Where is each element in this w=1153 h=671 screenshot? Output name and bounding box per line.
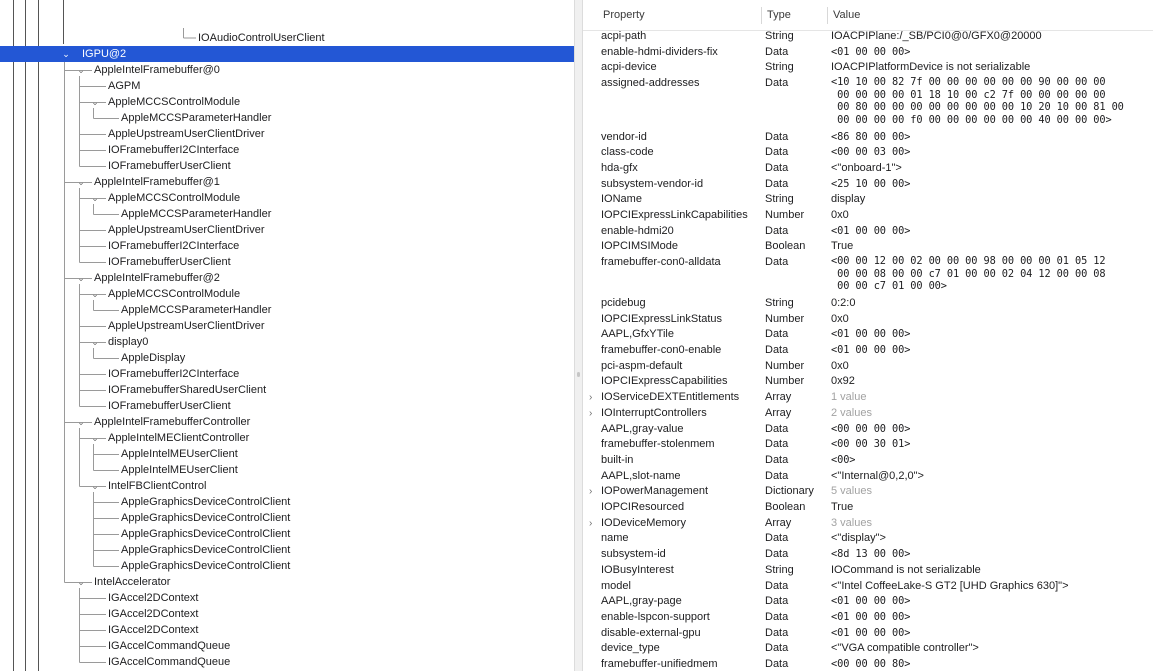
- tree-item[interactable]: [0, 254, 574, 270]
- property-type: Data: [765, 422, 789, 435]
- property-row[interactable]: [583, 374, 1153, 390]
- property-row[interactable]: [583, 579, 1153, 595]
- property-value: display: [831, 193, 866, 206]
- property-row[interactable]: [583, 641, 1153, 657]
- tree-item-label: IGAccel2DContext: [108, 592, 199, 604]
- tree-item-label: IOFramebufferUserClient: [108, 256, 231, 268]
- property-value: 0x0: [831, 209, 849, 221]
- tree-item[interactable]: [0, 222, 574, 238]
- disclosure-chevron-down-icon[interactable]: ⌄: [91, 289, 99, 299]
- tree-item-label: AppleMCCSParameterHandler: [121, 208, 272, 220]
- disclosure-chevron-down-icon[interactable]: ⌄: [91, 97, 99, 107]
- property-type: Data: [765, 256, 789, 269]
- tree-item[interactable]: [0, 638, 574, 654]
- property-row[interactable]: [583, 422, 1153, 438]
- property-name: framebuffer-con0-enable: [601, 344, 722, 356]
- property-type: String: [765, 563, 794, 576]
- property-value: <"Internal@0,2,0">: [831, 469, 924, 482]
- property-type: String: [765, 30, 794, 42]
- property-type: Array: [765, 391, 792, 404]
- tree-item[interactable]: [0, 270, 574, 286]
- property-type: Data: [765, 579, 789, 592]
- tree-item[interactable]: [0, 110, 574, 126]
- tree-item[interactable]: [0, 414, 574, 430]
- property-value: 0x0: [831, 359, 849, 372]
- column-divider[interactable]: [761, 7, 762, 24]
- property-name: framebuffer-stolenmem: [601, 438, 715, 451]
- disclosure-chevron-down-icon[interactable]: ⌄: [91, 433, 99, 443]
- property-name: built-in: [601, 453, 634, 466]
- property-name: model: [601, 579, 631, 592]
- property-value: 3 values: [831, 516, 872, 529]
- property-value: <00 00 12 00 02 00 00 00 98 00 00 00 01 05 12 00 00 08 00 00 c7 01 00 00 02 04 12 00 00 08 00 00 c7 01 00 00>: [831, 255, 1106, 293]
- property-row[interactable]: [583, 255, 1153, 296]
- property-value: True: [831, 501, 854, 513]
- tree-item[interactable]: [0, 302, 574, 318]
- property-name: name: [601, 532, 629, 545]
- property-value: 0:2:0: [831, 296, 856, 309]
- tree-item[interactable]: [0, 510, 574, 526]
- property-row[interactable]: [583, 563, 1153, 579]
- tree-item[interactable]: [0, 478, 574, 494]
- property-value: IOCommand is not serializable: [831, 563, 981, 576]
- property-type: Data: [765, 658, 789, 670]
- property-type: Data: [765, 595, 789, 608]
- property-name: subsystem-id: [601, 548, 666, 561]
- tree-item[interactable]: [0, 366, 574, 382]
- tree-item-label: IOAudioControlUserClient: [198, 32, 325, 44]
- property-row[interactable]: [583, 610, 1153, 626]
- registry-tree[interactable]: [0, 0, 574, 671]
- property-name: framebuffer-unifiedmem: [601, 658, 718, 670]
- property-name: IOServiceDEXTEntitlements: [601, 391, 740, 404]
- property-row[interactable]: [583, 626, 1153, 642]
- disclosure-chevron-down-icon[interactable]: ⌄: [77, 65, 85, 75]
- tree-item[interactable]: [0, 334, 574, 350]
- property-row[interactable]: [583, 531, 1153, 547]
- property-type: Data: [765, 177, 789, 190]
- property-type: Array: [765, 516, 792, 529]
- tree-item[interactable]: [0, 430, 574, 446]
- property-value: True: [831, 240, 854, 253]
- tree-item-label: IOFramebufferUserClient: [108, 400, 231, 412]
- disclosure-chevron-right-icon[interactable]: ›: [589, 407, 593, 419]
- property-name: AAPL,slot-name: [601, 469, 681, 482]
- tree-item-label: AppleUpstreamUserClientDriver: [108, 224, 265, 236]
- column-header-property[interactable]: Property: [603, 9, 645, 21]
- property-name: enable-lspcon-support: [601, 610, 710, 623]
- tree-item-label: AppleIntelMEUserClient: [121, 464, 238, 476]
- property-type: Data: [765, 328, 789, 341]
- property-type: Data: [765, 532, 789, 545]
- property-row[interactable]: [583, 327, 1153, 343]
- property-value: <10 10 00 82 7f 00 00 00 00 00 00 90 00 00 00 00 00 00 00 01 18 10 00 c2 7f 00 00 00 00 00 00 80 00 00 00 00 00 00 00 00 10 20 10 00 81 00 00 00 00 00 f0 00 00 00 00 00 00 40 00 00 00>: [831, 76, 1124, 126]
- property-type: Dictionary: [765, 485, 814, 498]
- property-value: <"VGA compatible controller">: [831, 642, 979, 655]
- property-name: enable-hdmi20: [601, 224, 674, 237]
- tree-item-label: AppleIntelFramebuffer@2: [94, 272, 220, 284]
- property-row[interactable]: [583, 453, 1153, 469]
- property-value: IOACPIPlane:/_SB/PCI0@0/GFX0@20000: [831, 30, 1042, 42]
- tree-item-label: AppleIntelFramebuffer@1: [94, 176, 220, 188]
- tree-item[interactable]: [0, 94, 574, 110]
- tree-item[interactable]: [0, 46, 574, 62]
- tree-item[interactable]: [0, 158, 574, 174]
- property-row[interactable]: [583, 437, 1153, 453]
- property-type: Data: [765, 453, 789, 466]
- property-row[interactable]: [583, 177, 1153, 193]
- tree-item-label: IntelFBClientControl: [108, 480, 207, 492]
- tree-item-label: AppleGraphicsDeviceControlClient: [121, 528, 291, 540]
- disclosure-chevron-right-icon[interactable]: ›: [589, 517, 593, 529]
- tree-item[interactable]: [0, 398, 574, 414]
- property-name: class-code: [601, 146, 654, 159]
- property-name: AAPL,gray-page: [601, 595, 682, 608]
- tree-item-label: AppleUpstreamUserClientDriver: [108, 128, 265, 140]
- property-type: Number: [765, 375, 805, 388]
- property-value: 0x92: [831, 375, 855, 388]
- property-value: <01 00 00 00>: [831, 45, 911, 58]
- property-value: 2 values: [831, 406, 872, 419]
- property-row[interactable]: [583, 208, 1153, 224]
- tree-item-label: AGPM: [108, 80, 141, 92]
- tree-item[interactable]: [0, 494, 574, 510]
- property-type: Number: [765, 359, 805, 372]
- property-row[interactable]: [583, 76, 1153, 129]
- property-name: subsystem-vendor-id: [601, 177, 704, 190]
- disclosure-chevron-right-icon[interactable]: ›: [589, 392, 593, 404]
- properties-header: [583, 0, 1153, 31]
- tree-item[interactable]: [0, 462, 574, 478]
- property-value: <01 00 00 00>: [831, 328, 911, 341]
- tree-item-label: AppleMCCSControlModule: [108, 96, 241, 108]
- tree-item[interactable]: [0, 78, 574, 94]
- tree-item[interactable]: [0, 558, 574, 574]
- tree-item-label: AppleMCCSParameterHandler: [121, 304, 272, 316]
- property-value: <01 00 00 00>: [831, 610, 911, 623]
- tree-item[interactable]: [0, 174, 574, 190]
- tree-item[interactable]: [0, 446, 574, 462]
- property-row[interactable]: [583, 296, 1153, 312]
- tree-item[interactable]: [0, 654, 574, 670]
- tree-item[interactable]: [0, 238, 574, 254]
- property-value: <00 00 03 00>: [831, 146, 911, 159]
- property-row[interactable]: [583, 547, 1153, 563]
- disclosure-chevron-down-icon[interactable]: ⌄: [77, 273, 85, 283]
- tree-item-label: AppleGraphicsDeviceControlClient: [121, 560, 291, 572]
- tree-item-label: AppleIntelMEClientController: [108, 432, 250, 444]
- tree-item-label: IOFramebufferI2CInterface: [108, 368, 240, 380]
- property-value: <"Intel CoffeeLake-S GT2 [UHD Graphics 630]">: [831, 579, 1069, 592]
- property-value: <01 00 00 00>: [831, 344, 911, 356]
- property-name: IOPCIResourced: [601, 501, 685, 513]
- property-row[interactable]: [583, 192, 1153, 208]
- property-row[interactable]: [583, 484, 1153, 500]
- property-name: IOInterruptControllers: [601, 406, 707, 419]
- property-row[interactable]: [583, 516, 1153, 532]
- property-type: Data: [765, 344, 789, 356]
- property-name: IODeviceMemory: [601, 516, 686, 529]
- tree-item[interactable]: [0, 622, 574, 638]
- property-name: vendor-id: [601, 130, 647, 143]
- tree-item-label: AppleIntelMEUserClient: [121, 448, 238, 460]
- property-row[interactable]: [583, 239, 1153, 255]
- property-type: String: [765, 61, 794, 74]
- tree-item-label: AppleGraphicsDeviceControlClient: [121, 512, 291, 524]
- property-value: <00 00 00 00>: [831, 422, 911, 435]
- property-row[interactable]: [583, 161, 1153, 177]
- property-value: 1 value: [831, 391, 867, 404]
- property-type: Data: [765, 130, 789, 143]
- tree-item[interactable]: [0, 542, 574, 558]
- tree-item-label: AppleIntelFramebuffer@0: [94, 64, 220, 76]
- property-name: IOPCIExpressLinkCapabilities: [601, 209, 748, 221]
- property-type: String: [765, 193, 794, 206]
- splitter-grip-icon: [577, 372, 580, 377]
- tree-item[interactable]: [0, 606, 574, 622]
- disclosure-chevron-down-icon[interactable]: ⌄: [77, 577, 85, 587]
- tree-item[interactable]: [0, 126, 574, 142]
- property-row[interactable]: [583, 45, 1153, 61]
- property-type: Boolean: [765, 240, 806, 253]
- property-type: Data: [765, 45, 789, 58]
- property-name: AAPL,GfxYTile: [601, 328, 674, 341]
- tree-item-label: AppleIntelFramebufferController: [94, 416, 251, 428]
- tree-item[interactable]: [0, 350, 574, 366]
- property-name: enable-hdmi-dividers-fix: [601, 45, 718, 58]
- disclosure-chevron-down-icon[interactable]: ⌄: [91, 337, 99, 347]
- property-type: Number: [765, 209, 805, 221]
- property-type: Number: [765, 312, 805, 325]
- property-row[interactable]: [583, 343, 1153, 359]
- property-type: String: [765, 296, 794, 309]
- property-row[interactable]: [583, 60, 1153, 76]
- disclosure-chevron-down-icon[interactable]: ⌄: [77, 417, 85, 427]
- property-value: IOACPIPlatformDevice is not serializable: [831, 61, 1031, 74]
- tree-item[interactable]: [0, 190, 574, 206]
- property-name: IOPowerManagement: [601, 485, 708, 498]
- property-name: IOBusyInterest: [601, 563, 674, 576]
- property-row[interactable]: [583, 29, 1153, 45]
- tree-item[interactable]: [0, 286, 574, 302]
- property-value: <"onboard-1">: [831, 161, 902, 174]
- property-type: Data: [765, 642, 789, 655]
- tree-item-label: AppleUpstreamUserClientDriver: [108, 320, 265, 332]
- property-name: hda-gfx: [601, 161, 638, 174]
- tree-item-label: display0: [108, 336, 149, 348]
- property-type: Data: [765, 224, 789, 237]
- tree-item[interactable]: [0, 206, 574, 222]
- property-type: Data: [765, 626, 789, 639]
- property-row[interactable]: [583, 469, 1153, 485]
- property-type: Data: [765, 77, 789, 90]
- property-name: pcidebug: [601, 296, 646, 309]
- property-value: <01 00 00 00>: [831, 595, 911, 608]
- property-type: Data: [765, 438, 789, 451]
- property-name: framebuffer-con0-alldata: [601, 256, 721, 269]
- property-value: <25 10 00 00>: [831, 177, 911, 190]
- property-value: <01 00 00 00>: [831, 224, 911, 237]
- tree-item[interactable]: [0, 318, 574, 334]
- property-type: Data: [765, 161, 789, 174]
- property-type: Data: [765, 610, 789, 623]
- property-value: <00>: [831, 453, 856, 466]
- property-name: IOPCIMSIMode: [601, 240, 679, 253]
- property-row[interactable]: [583, 594, 1153, 610]
- tree-item-label: AppleMCCSControlModule: [108, 288, 241, 300]
- property-type: Data: [765, 469, 789, 482]
- property-name: disable-external-gpu: [601, 626, 701, 639]
- tree-item[interactable]: [0, 62, 574, 78]
- property-name: acpi-path: [601, 30, 647, 42]
- property-name: acpi-device: [601, 61, 657, 74]
- property-row[interactable]: [583, 130, 1153, 146]
- property-row[interactable]: [583, 657, 1153, 671]
- tree-item-label: AppleMCCSParameterHandler: [121, 112, 272, 124]
- tree-item-label: IOFramebufferUserClient: [108, 160, 231, 172]
- property-value: 5 values: [831, 485, 872, 498]
- property-name: IOName: [601, 193, 642, 206]
- tree-item-label: AppleGraphicsDeviceControlClient: [121, 544, 291, 556]
- tree-item-label: IGPU@2: [82, 48, 127, 60]
- tree-item[interactable]: [0, 382, 574, 398]
- property-value: <01 00 00 00>: [831, 626, 911, 639]
- property-type: Data: [765, 146, 789, 159]
- property-row[interactable]: [583, 406, 1153, 422]
- disclosure-chevron-down-icon[interactable]: ⌄: [91, 193, 99, 203]
- tree-item-label: IGAccelCommandQueue: [108, 640, 231, 652]
- property-type: Data: [765, 548, 789, 561]
- tree-item[interactable]: [0, 142, 574, 158]
- property-name: device_type: [601, 642, 660, 655]
- tree-item-label: IOFramebufferI2CInterface: [108, 240, 240, 252]
- property-type: Boolean: [765, 501, 806, 513]
- tree-item-label: IOFramebufferSharedUserClient: [108, 384, 267, 396]
- tree-item-label: IGAccelCommandQueue: [108, 656, 231, 668]
- tree-item[interactable]: [0, 574, 574, 590]
- column-divider[interactable]: [827, 7, 828, 24]
- property-value: <86 80 00 00>: [831, 130, 911, 143]
- tree-item-label: AppleDisplay: [121, 352, 186, 364]
- disclosure-chevron-down-icon[interactable]: ⌄: [91, 481, 99, 491]
- disclosure-chevron-down-icon[interactable]: ⌄: [62, 49, 70, 59]
- property-row[interactable]: [583, 312, 1153, 328]
- property-name: IOPCIExpressLinkStatus: [601, 312, 723, 325]
- property-value: <"display">: [831, 532, 886, 545]
- property-name: AAPL,gray-value: [601, 422, 684, 435]
- column-header-value[interactable]: Value: [833, 9, 861, 21]
- disclosure-chevron-right-icon[interactable]: ›: [589, 486, 593, 498]
- properties-table[interactable]: [583, 0, 1153, 671]
- property-value: 0x0: [831, 312, 849, 325]
- tree-item[interactable]: [0, 526, 574, 542]
- property-type: Array: [765, 406, 792, 419]
- property-row[interactable]: [583, 390, 1153, 406]
- property-name: pci-aspm-default: [601, 359, 683, 372]
- property-row[interactable]: [583, 145, 1153, 161]
- tree-item-label: IntelAccelerator: [94, 576, 171, 588]
- tree-item-label: AppleGraphicsDeviceControlClient: [121, 496, 291, 508]
- property-row[interactable]: [583, 500, 1153, 516]
- property-name: IOPCIExpressCapabilities: [601, 375, 728, 388]
- property-row[interactable]: [583, 359, 1153, 375]
- property-name: assigned-addresses: [601, 77, 700, 90]
- disclosure-chevron-down-icon[interactable]: ⌄: [77, 177, 85, 187]
- property-row[interactable]: [583, 224, 1153, 240]
- property-value: <00 00 00 80>: [831, 658, 911, 670]
- property-value: <00 00 30 01>: [831, 438, 911, 451]
- column-header-type[interactable]: Type: [767, 9, 791, 21]
- tree-item-top[interactable]: [0, 30, 574, 47]
- property-value: <8d 13 00 00>: [831, 548, 911, 561]
- tree-item-label: IGAccel2DContext: [108, 608, 199, 620]
- pane-splitter[interactable]: [574, 0, 583, 671]
- tree-item[interactable]: [0, 590, 574, 606]
- tree-item-label: AppleMCCSControlModule: [108, 192, 241, 204]
- tree-item-label: IOFramebufferI2CInterface: [108, 144, 240, 156]
- tree-item-label: IGAccel2DContext: [108, 624, 199, 636]
